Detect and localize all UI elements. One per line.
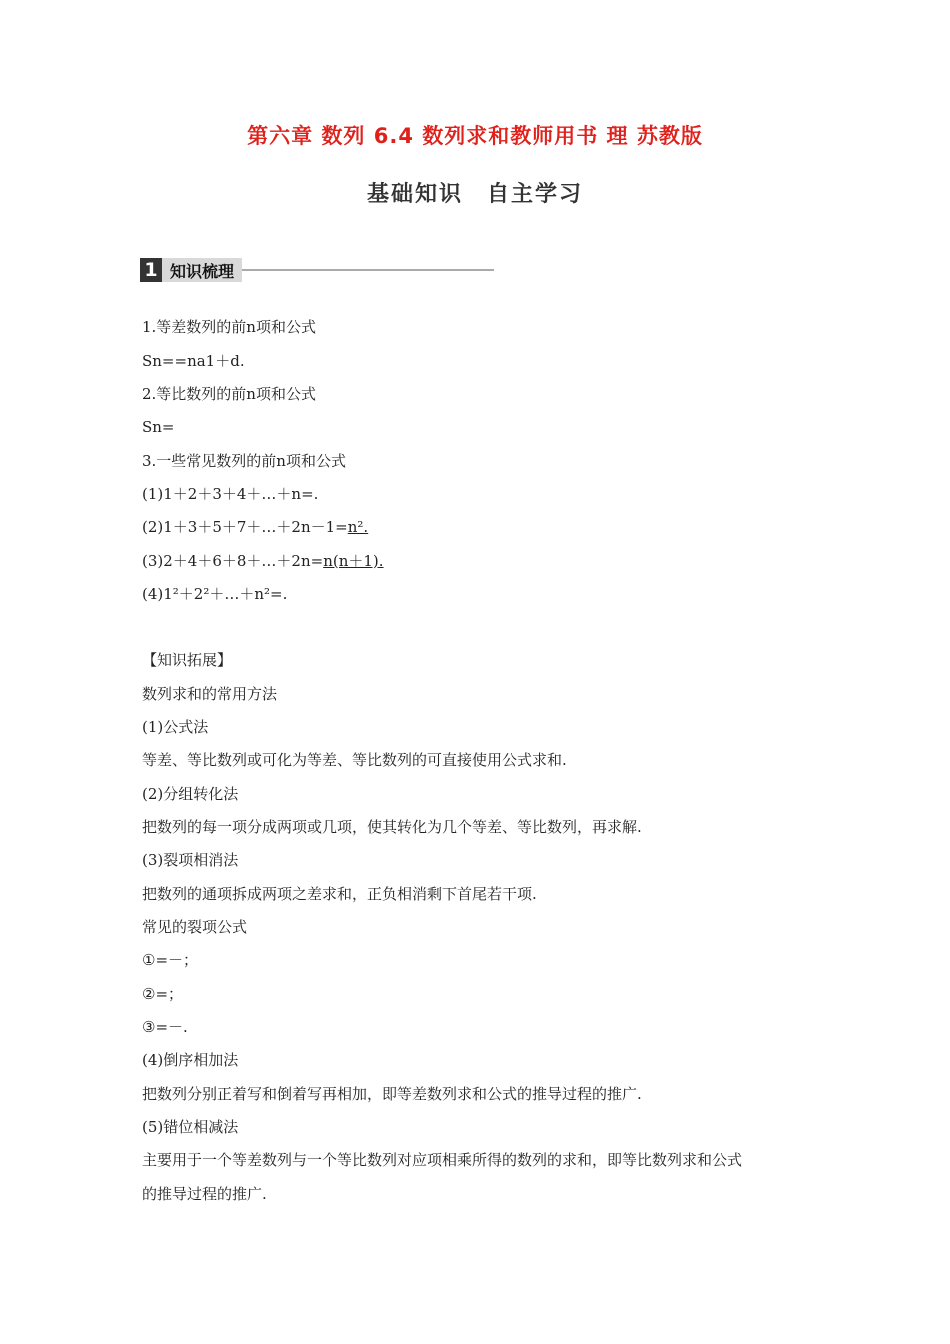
paragraph: 把数列的每一项分成两项或几项，使其转化为几个等差、等比数列，再求解. xyxy=(142,818,642,836)
formula-text: (3)2＋4＋6＋8＋…＋2n= xyxy=(142,552,324,570)
section-number: 1 xyxy=(140,258,162,282)
paragraph: (3)裂项相消法 xyxy=(142,851,239,869)
section-label: 知识梳理 xyxy=(162,258,242,282)
paragraph: 把数列的通项拆成两项之差求和，正负相消剩下首尾若干项. xyxy=(142,885,537,903)
paragraph: (1)公式法 xyxy=(142,718,209,736)
formula-text: (2)1＋3＋5＋7＋…＋2n－1= xyxy=(142,518,348,536)
paragraph: 等差、等比数列或可化为等差、等比数列的可直接使用公式求和. xyxy=(142,751,567,769)
answer-text: n(n＋1). xyxy=(323,552,384,570)
document-title: 第六章 数列 6.4 数列求和教师用书 理 苏教版 xyxy=(247,124,703,148)
paragraph: (2)分组转化法 xyxy=(142,785,239,803)
paragraph: (4)倒序相加法 xyxy=(142,1051,239,1069)
formula-line xyxy=(142,551,384,571)
list-item: 2.等比数列的前n项和公式 xyxy=(142,385,316,403)
formula-line xyxy=(142,517,368,537)
section-banner xyxy=(140,258,494,282)
paragraph: 常见的裂项公式 xyxy=(142,918,248,936)
formula-line: ③=－. xyxy=(142,1018,188,1036)
paragraph: 主要用于一个等差数列与一个等比数列对应项相乘所得的数列的求和，即等比数列求和公式 xyxy=(142,1151,743,1169)
section-heading: 基础知识 自主学习 xyxy=(366,182,583,207)
formula-line: ①=－； xyxy=(142,951,199,969)
formula-line: (1)1＋2＋3＋4＋…＋n=. xyxy=(142,485,319,503)
paragraph: 数列求和的常用方法 xyxy=(142,685,278,703)
subheading: 【知识拓展】 xyxy=(142,651,233,669)
paragraph: 把数列分别正着写和倒着写再相加，即等差数列求和公式的推导过程的推广. xyxy=(142,1085,642,1103)
answer-text: n². xyxy=(347,518,369,536)
formula-line: ②=； xyxy=(142,985,184,1003)
formula-line: Sn= xyxy=(142,418,175,436)
list-item: 3.一些常见数列的前n项和公式 xyxy=(142,452,346,470)
section-divider xyxy=(242,269,494,271)
paragraph: 的推导过程的推广. xyxy=(142,1185,267,1203)
paragraph: (5)错位相减法 xyxy=(142,1118,239,1136)
list-item: 1.等差数列的前n项和公式 xyxy=(142,318,316,336)
formula-line: Sn==na1＋d. xyxy=(142,352,245,370)
formula-line: (4)1²＋2²＋…＋n²=. xyxy=(142,585,288,603)
